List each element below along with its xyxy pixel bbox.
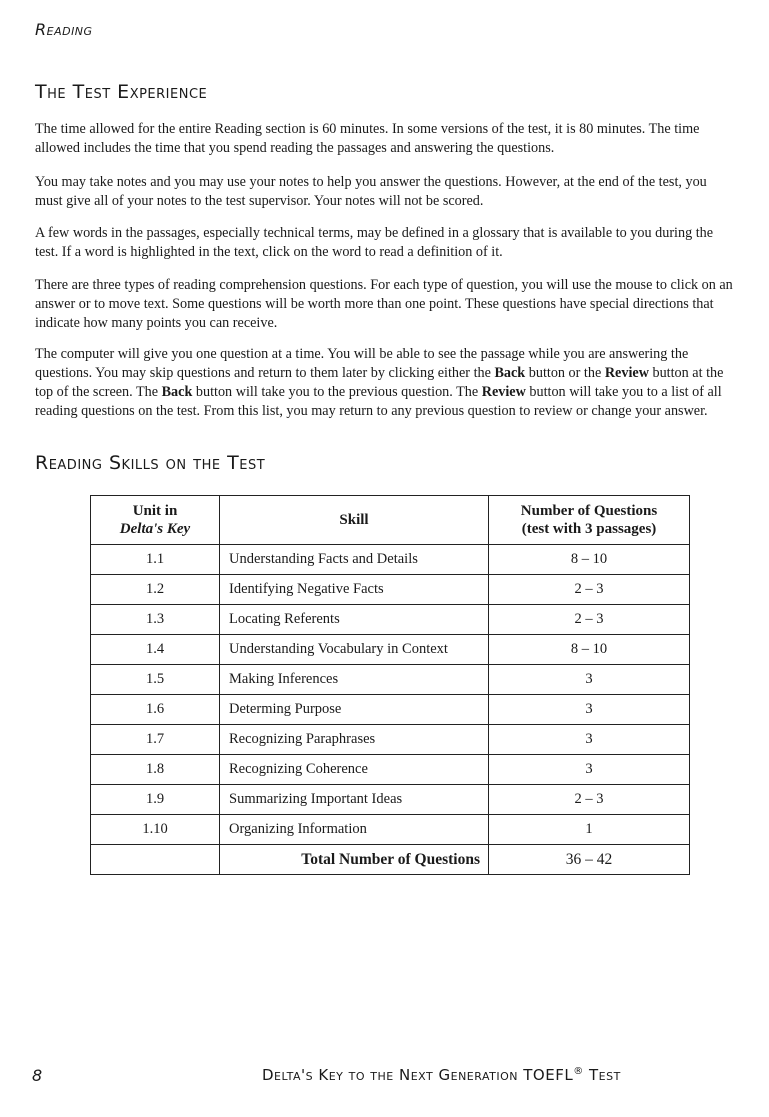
skill-cell: Understanding Vocabulary in Context <box>220 635 489 665</box>
p5-text-e: button will take you to a list of all reading questions on the test. From this list, you may return to any previous question to review or change your answer. <box>35 384 722 419</box>
registered-mark: ® <box>573 1066 584 1077</box>
p5-text-c: button at the top of the screen. The <box>35 365 724 400</box>
count-cell: 8 – 10 <box>489 545 690 575</box>
table-header-row <box>91 496 690 545</box>
header-unit-line2: Delta's Key <box>119 521 191 537</box>
header-count-line2: (test with 3 passages) <box>521 521 657 537</box>
unit-cell: 1.1 <box>91 545 220 575</box>
skill-cell: Recognizing Paraphrases <box>220 725 489 755</box>
count-cell: 3 <box>489 665 690 695</box>
p5-text-d: button will take you to the previous question. The <box>192 384 482 400</box>
unit-cell: 1.2 <box>91 575 220 605</box>
total-unit-cell <box>91 845 220 875</box>
table-row <box>91 605 690 635</box>
paragraph-glossary: A few words in the passages, especially technical terms, may be defined in a glossary that is available to you during the test. If a word is highlighted in the text, click on the word to read a definition of it. <box>35 225 714 260</box>
table-row <box>91 665 690 695</box>
p5-text-a: The computer will give you one question at a time. You will be able to see the passage while you are answering the questions. You may skip questions and return to them later by clicking either the <box>35 346 689 381</box>
section-heading-reading-skills: Reading Skills on the Test <box>35 452 266 474</box>
total-count-cell: 36 – 42 <box>489 845 690 875</box>
footer-title: Delta's Key to the Next Generation TOEFL <box>262 1066 574 1084</box>
table-row <box>91 575 690 605</box>
skill-cell: Organizing Information <box>220 815 489 845</box>
count-cell: 8 – 10 <box>489 635 690 665</box>
paragraph-navigation <box>35 345 737 421</box>
count-cell: 2 – 3 <box>489 785 690 815</box>
running-footer <box>262 1066 621 1084</box>
header-count <box>489 496 690 545</box>
skill-cell: Making Inferences <box>220 665 489 695</box>
paragraph-time-allowed: The time allowed for the entire Reading section is 60 minutes. In some versions of the test, it is 80 minutes. The time allowed includes the time that you spend reading the passages and answering the questions. <box>35 121 700 156</box>
header-count-line1: Number of Questions <box>520 503 658 519</box>
skills-table <box>90 495 690 875</box>
skill-cell: Identifying Negative Facts <box>220 575 489 605</box>
header-unit-line1: Unit in <box>132 503 178 519</box>
unit-cell: 1.5 <box>91 665 220 695</box>
back-term: Back <box>161 384 193 400</box>
table-row <box>91 755 690 785</box>
review-term: Review <box>604 365 649 381</box>
skill-cell: Summarizing Important Ideas <box>220 785 489 815</box>
table-row <box>91 815 690 845</box>
total-label-cell: Total Number of Questions <box>220 845 489 875</box>
table-row <box>91 785 690 815</box>
header-unit <box>91 496 220 545</box>
table-row <box>91 725 690 755</box>
p5-text-b: button or the <box>525 365 605 381</box>
review-term: Review <box>481 384 526 400</box>
unit-cell: 1.6 <box>91 695 220 725</box>
skill-cell: Determing Purpose <box>220 695 489 725</box>
section-heading-test-experience: The Test Experience <box>35 81 208 103</box>
count-cell: 3 <box>489 755 690 785</box>
table-row <box>91 545 690 575</box>
count-cell: 3 <box>489 695 690 725</box>
unit-cell: 1.8 <box>91 755 220 785</box>
count-cell: 1 <box>489 815 690 845</box>
unit-cell: 1.10 <box>91 815 220 845</box>
count-cell: 2 – 3 <box>489 575 690 605</box>
count-cell: 3 <box>489 725 690 755</box>
footer-title-end: Test <box>588 1066 621 1084</box>
table-total-row <box>91 845 690 875</box>
running-head: Reading <box>35 20 93 39</box>
header-skill: Skill <box>220 496 489 545</box>
skill-cell: Recognizing Coherence <box>220 755 489 785</box>
paragraph-question-types: There are three types of reading comprehension questions. For each type of question, you will use the mouse to click on an answer or to move text. Some questions will be worth more than one point. These questions have special directions that indicate how many points you can receive. <box>35 277 733 331</box>
skill-cell: Locating Referents <box>220 605 489 635</box>
unit-cell: 1.4 <box>91 635 220 665</box>
unit-cell: 1.3 <box>91 605 220 635</box>
count-cell: 2 – 3 <box>489 605 690 635</box>
back-term: Back <box>494 365 526 381</box>
table-row <box>91 635 690 665</box>
table-row <box>91 695 690 725</box>
paragraph-notes: You may take notes and you may use your notes to help you answer the questions. However, at the end of the test, you must give all of your notes to the test supervisor. Your notes will not be scored. <box>35 174 707 209</box>
page-number: 8 <box>32 1066 43 1085</box>
skill-cell: Understanding Facts and Details <box>220 545 489 575</box>
unit-cell: 1.9 <box>91 785 220 815</box>
unit-cell: 1.7 <box>91 725 220 755</box>
